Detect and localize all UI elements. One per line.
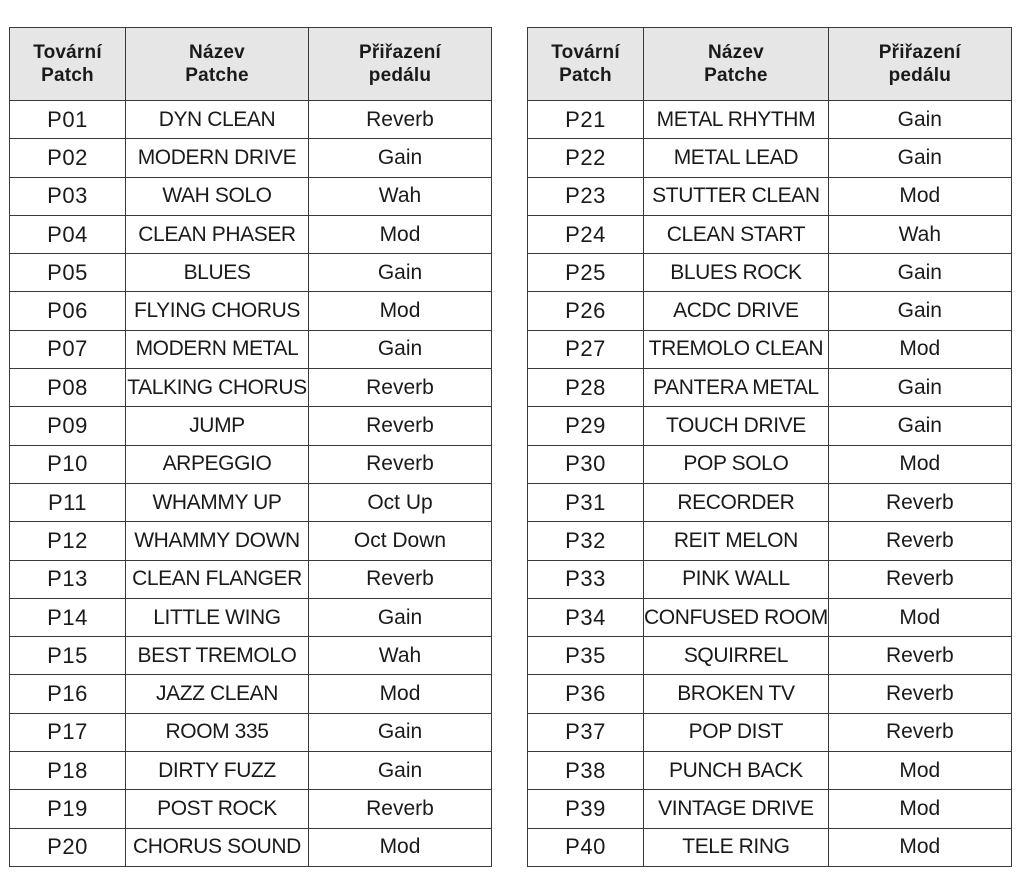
table-row bbox=[10, 675, 492, 713]
patch-id-cell: P24 bbox=[528, 215, 644, 253]
table-row bbox=[10, 713, 492, 751]
patch-id-cell: P23 bbox=[528, 177, 644, 215]
table-row bbox=[528, 215, 1012, 253]
patch-id-cell: P01 bbox=[10, 101, 126, 139]
patch-id-cell: P08 bbox=[10, 369, 126, 407]
table-row bbox=[10, 790, 492, 828]
patch-table-right bbox=[527, 27, 1012, 867]
patch-name-cell: RECORDER bbox=[644, 483, 829, 521]
table-row bbox=[528, 828, 1012, 866]
patch-name-cell: MODERN METAL bbox=[126, 330, 309, 368]
pedal-assignment-cell: Mod bbox=[309, 292, 492, 330]
pedal-assignment-cell: Gain bbox=[309, 598, 492, 636]
pedal-assignment-cell: Mod bbox=[309, 215, 492, 253]
patch-id-cell: P28 bbox=[528, 369, 644, 407]
patch-id-cell: P26 bbox=[528, 292, 644, 330]
patch-name-cell: DIRTY FUZZ bbox=[126, 752, 309, 790]
patch-name-cell: BLUES bbox=[126, 254, 309, 292]
patch-name-cell: PUNCH BACK bbox=[644, 752, 829, 790]
pedal-assignment-cell: Wah bbox=[828, 215, 1011, 253]
patch-name-cell: ACDC DRIVE bbox=[644, 292, 829, 330]
table-row bbox=[10, 828, 492, 866]
patch-name-cell: BEST TREMOLO bbox=[126, 637, 309, 675]
table-row bbox=[528, 598, 1012, 636]
table-row bbox=[10, 752, 492, 790]
pedal-assignment-cell: Mod bbox=[828, 752, 1011, 790]
patch-id-cell: P34 bbox=[528, 598, 644, 636]
pedal-assignment-cell: Reverb bbox=[309, 407, 492, 445]
table-row bbox=[528, 445, 1012, 483]
patch-id-cell: P20 bbox=[10, 828, 126, 866]
pedal-assignment-cell: Reverb bbox=[828, 483, 1011, 521]
pedal-assignment-cell: Reverb bbox=[828, 675, 1011, 713]
patch-id-cell: P15 bbox=[10, 637, 126, 675]
patch-name-cell: WAH SOLO bbox=[126, 177, 309, 215]
patch-name-cell: SQUIRREL bbox=[644, 637, 829, 675]
patch-name-cell: CLEAN FLANGER bbox=[126, 560, 309, 598]
patch-name-cell: VINTAGE DRIVE bbox=[644, 790, 829, 828]
patch-id-cell: P18 bbox=[10, 752, 126, 790]
patch-id-cell: P03 bbox=[10, 177, 126, 215]
table-row bbox=[528, 560, 1012, 598]
table-row bbox=[10, 139, 492, 177]
patch-id-cell: P25 bbox=[528, 254, 644, 292]
pedal-assignment-cell: Reverb bbox=[828, 560, 1011, 598]
patch-id-cell: P14 bbox=[10, 598, 126, 636]
patch-id-cell: P17 bbox=[10, 713, 126, 751]
patch-id-cell: P10 bbox=[10, 445, 126, 483]
table-header-row bbox=[528, 28, 1012, 101]
table-row bbox=[528, 330, 1012, 368]
pedal-assignment-cell: Gain bbox=[309, 713, 492, 751]
patch-id-cell: P13 bbox=[10, 560, 126, 598]
patch-id-cell: P05 bbox=[10, 254, 126, 292]
pedal-assignment-cell: Mod bbox=[828, 598, 1011, 636]
patch-name-cell: CONFUSED ROOM bbox=[644, 598, 829, 636]
patch-name-cell: MODERN DRIVE bbox=[126, 139, 309, 177]
table-row bbox=[528, 369, 1012, 407]
patch-id-cell: P29 bbox=[528, 407, 644, 445]
header-patch-name: Název Patche bbox=[126, 28, 309, 101]
pedal-assignment-cell: Reverb bbox=[309, 445, 492, 483]
patch-name-cell: TALKING CHORUS bbox=[126, 369, 309, 407]
patch-name-cell: REIT MELON bbox=[644, 522, 829, 560]
patch-id-cell: P07 bbox=[10, 330, 126, 368]
patch-name-cell: JAZZ CLEAN bbox=[126, 675, 309, 713]
patch-id-cell: P12 bbox=[10, 522, 126, 560]
pedal-assignment-cell: Gain bbox=[828, 139, 1011, 177]
table-body bbox=[10, 101, 492, 867]
patch-id-cell: P16 bbox=[10, 675, 126, 713]
patch-name-cell: TOUCH DRIVE bbox=[644, 407, 829, 445]
patch-name-cell: PANTERA METAL bbox=[644, 369, 829, 407]
table-row bbox=[10, 445, 492, 483]
pedal-assignment-cell: Mod bbox=[828, 445, 1011, 483]
pedal-assignment-cell: Gain bbox=[828, 101, 1011, 139]
patch-name-cell: JUMP bbox=[126, 407, 309, 445]
table-row bbox=[528, 254, 1012, 292]
pedal-assignment-cell: Wah bbox=[309, 177, 492, 215]
pedal-assignment-cell: Reverb bbox=[828, 637, 1011, 675]
patch-id-cell: P35 bbox=[528, 637, 644, 675]
pedal-assignment-cell: Mod bbox=[828, 790, 1011, 828]
table-row bbox=[528, 713, 1012, 751]
patch-id-cell: P02 bbox=[10, 139, 126, 177]
patch-id-cell: P27 bbox=[528, 330, 644, 368]
patch-name-cell: ROOM 335 bbox=[126, 713, 309, 751]
patch-id-cell: P11 bbox=[10, 483, 126, 521]
pedal-assignment-cell: Mod bbox=[828, 828, 1011, 866]
pedal-assignment-cell: Reverb bbox=[828, 522, 1011, 560]
patch-name-cell: POST ROCK bbox=[126, 790, 309, 828]
pedal-assignment-cell: Oct Up bbox=[309, 483, 492, 521]
patch-id-cell: P32 bbox=[528, 522, 644, 560]
header-factory-patch: Tovární Patch bbox=[528, 28, 644, 101]
patch-name-cell: DYN CLEAN bbox=[126, 101, 309, 139]
patch-name-cell: CLEAN PHASER bbox=[126, 215, 309, 253]
patch-name-cell: TELE RING bbox=[644, 828, 829, 866]
table-row bbox=[10, 598, 492, 636]
pedal-assignment-cell: Reverb bbox=[309, 369, 492, 407]
pedal-assignment-cell: Gain bbox=[309, 254, 492, 292]
patch-id-cell: P38 bbox=[528, 752, 644, 790]
patch-id-cell: P22 bbox=[528, 139, 644, 177]
patch-name-cell: CHORUS SOUND bbox=[126, 828, 309, 866]
patch-name-cell: BLUES ROCK bbox=[644, 254, 829, 292]
table-row bbox=[10, 101, 492, 139]
patch-id-cell: P31 bbox=[528, 483, 644, 521]
patch-name-cell: WHAMMY UP bbox=[126, 483, 309, 521]
pedal-assignment-cell: Gain bbox=[309, 139, 492, 177]
patch-table-left bbox=[9, 27, 492, 867]
table-row bbox=[10, 330, 492, 368]
pedal-assignment-cell: Gain bbox=[828, 292, 1011, 330]
pedal-assignment-cell: Mod bbox=[309, 675, 492, 713]
patch-name-cell: CLEAN START bbox=[644, 215, 829, 253]
table-row bbox=[10, 407, 492, 445]
patch-id-cell: P33 bbox=[528, 560, 644, 598]
pedal-assignment-cell: Wah bbox=[309, 637, 492, 675]
patch-name-cell: METAL RHYTHM bbox=[644, 101, 829, 139]
table-row bbox=[10, 292, 492, 330]
patch-id-cell: P37 bbox=[528, 713, 644, 751]
table-body bbox=[528, 101, 1012, 867]
pedal-assignment-cell: Reverb bbox=[309, 101, 492, 139]
table-row bbox=[528, 483, 1012, 521]
patch-name-cell: STUTTER CLEAN bbox=[644, 177, 829, 215]
patch-name-cell: PINK WALL bbox=[644, 560, 829, 598]
patch-id-cell: P19 bbox=[10, 790, 126, 828]
patch-id-cell: P36 bbox=[528, 675, 644, 713]
pedal-assignment-cell: Reverb bbox=[828, 713, 1011, 751]
pedal-assignment-cell: Gain bbox=[828, 407, 1011, 445]
table-row bbox=[10, 560, 492, 598]
table-row bbox=[528, 790, 1012, 828]
table-row bbox=[528, 101, 1012, 139]
pedal-assignment-cell: Gain bbox=[309, 752, 492, 790]
table-row bbox=[528, 177, 1012, 215]
header-factory-patch: Tovární Patch bbox=[10, 28, 126, 101]
patch-name-cell: WHAMMY DOWN bbox=[126, 522, 309, 560]
patch-name-cell: METAL LEAD bbox=[644, 139, 829, 177]
pedal-assignment-cell: Oct Down bbox=[309, 522, 492, 560]
patch-name-cell: POP SOLO bbox=[644, 445, 829, 483]
pedal-assignment-cell: Gain bbox=[828, 254, 1011, 292]
table-row bbox=[528, 292, 1012, 330]
pedal-assignment-cell: Mod bbox=[309, 828, 492, 866]
patch-id-cell: P09 bbox=[10, 407, 126, 445]
pedal-assignment-cell: Reverb bbox=[309, 790, 492, 828]
patch-name-cell: POP DIST bbox=[644, 713, 829, 751]
pedal-assignment-cell: Mod bbox=[828, 330, 1011, 368]
table-row bbox=[10, 522, 492, 560]
header-pedal-assignment: Přiřazení pedálu bbox=[309, 28, 492, 101]
patch-name-cell: TREMOLO CLEAN bbox=[644, 330, 829, 368]
patch-name-cell: LITTLE WING bbox=[126, 598, 309, 636]
table-row bbox=[528, 139, 1012, 177]
table-header-row bbox=[10, 28, 492, 101]
table-row bbox=[528, 752, 1012, 790]
pedal-assignment-cell: Gain bbox=[309, 330, 492, 368]
table-row bbox=[10, 483, 492, 521]
table-row bbox=[10, 254, 492, 292]
patch-name-cell: BROKEN TV bbox=[644, 675, 829, 713]
pedal-assignment-cell: Mod bbox=[828, 177, 1011, 215]
table-row bbox=[10, 637, 492, 675]
pedal-assignment-cell: Gain bbox=[828, 369, 1011, 407]
patch-name-cell: ARPEGGIO bbox=[126, 445, 309, 483]
table-row bbox=[528, 522, 1012, 560]
table-row bbox=[528, 675, 1012, 713]
patch-id-cell: P04 bbox=[10, 215, 126, 253]
patch-id-cell: P40 bbox=[528, 828, 644, 866]
table-row bbox=[528, 637, 1012, 675]
table-row bbox=[10, 369, 492, 407]
pedal-assignment-cell: Reverb bbox=[309, 560, 492, 598]
patch-id-cell: P21 bbox=[528, 101, 644, 139]
header-patch-name: Název Patche bbox=[644, 28, 829, 101]
header-pedal-assignment: Přiřazení pedálu bbox=[828, 28, 1011, 101]
patch-id-cell: P06 bbox=[10, 292, 126, 330]
table-row bbox=[10, 177, 492, 215]
patch-id-cell: P30 bbox=[528, 445, 644, 483]
table-row bbox=[528, 407, 1012, 445]
patch-id-cell: P39 bbox=[528, 790, 644, 828]
table-row bbox=[10, 215, 492, 253]
patch-name-cell: FLYING CHORUS bbox=[126, 292, 309, 330]
